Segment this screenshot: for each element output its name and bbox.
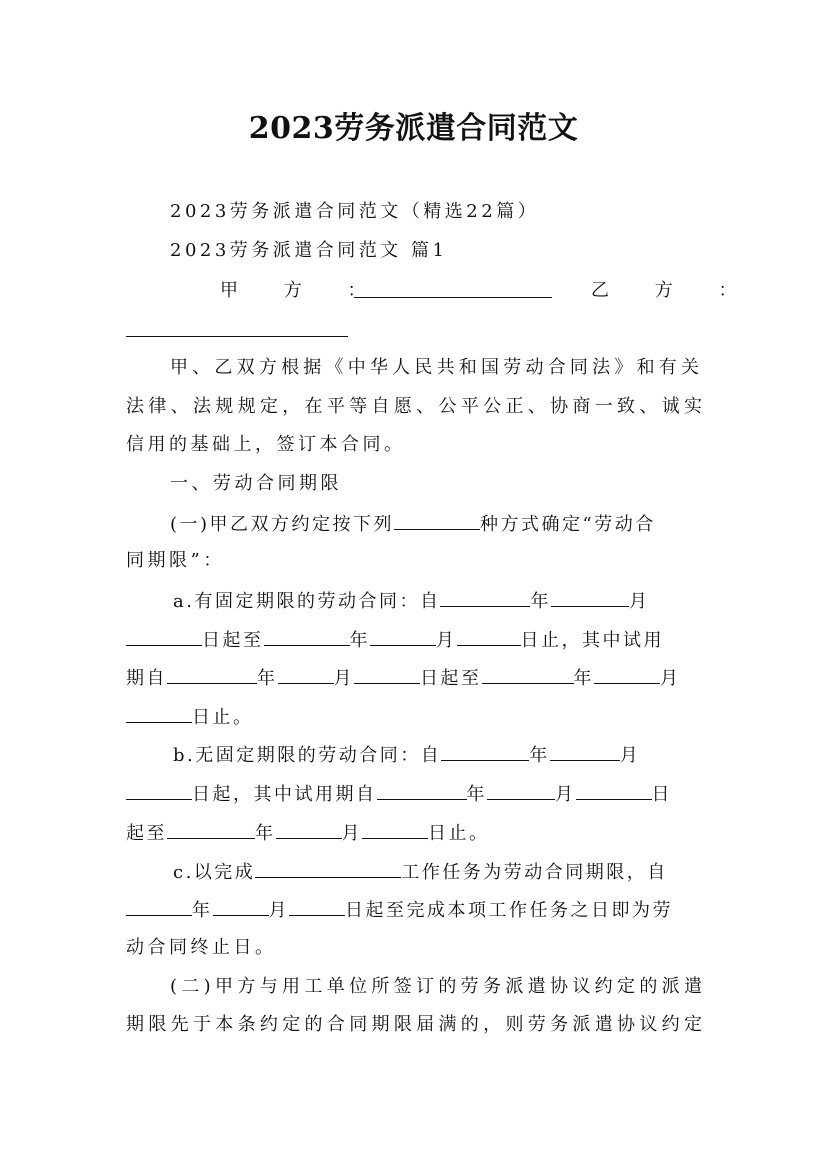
blank: [370, 627, 436, 646]
until-label: 起至: [126, 823, 167, 844]
blank: [362, 820, 428, 839]
year-label: 年: [573, 668, 594, 689]
blank: [167, 820, 255, 839]
blank: [126, 704, 192, 723]
trial-period-label: 日起，其中试用期自: [192, 784, 377, 805]
trial-from-label: 期自: [126, 668, 167, 689]
item-b-text: b.无固定期限的劳动合同：自: [173, 745, 442, 766]
month-label: 月: [333, 668, 354, 689]
day-label: 日: [651, 784, 672, 805]
month-label: 月: [555, 784, 576, 805]
month-label: 月: [619, 745, 641, 766]
year-label: 年: [466, 784, 487, 805]
blank: [457, 627, 521, 646]
month-label: 月: [268, 900, 289, 921]
item-a-line-4: [126, 704, 702, 730]
party-b-label: 乙 方 ：: [591, 280, 757, 301]
item-c-text-b: 工作任务为劳动合同期限，自: [401, 862, 668, 883]
item-b-line-2: [126, 781, 702, 807]
day-end-trial-label: 日止，其中试用: [520, 630, 664, 651]
blank: [213, 897, 269, 916]
item-c-line-3: 动合同终止日。: [126, 937, 277, 958]
blank: [167, 665, 257, 684]
clause-1-line-1: [170, 511, 702, 537]
intro-line-1: 甲、乙双方根据《中华人民共和国劳动合同法》和有关: [170, 357, 702, 378]
blank: [126, 781, 192, 800]
year-label: 年: [255, 823, 276, 844]
party-a-label: 甲 方 ：: [220, 280, 386, 301]
party-b-blank-line: [126, 318, 702, 344]
year-label: 年: [530, 591, 551, 612]
party-a-blank: [354, 279, 552, 298]
item-a-line-3: [126, 665, 702, 691]
year-label: 年: [192, 900, 213, 921]
subtitle: 2023劳务派遣合同范文（精选22篇）: [170, 201, 540, 222]
blank: [126, 627, 202, 646]
blank: [551, 588, 629, 607]
item-c-tail: 日起至完成本项工作任务之日即为劳: [345, 900, 673, 921]
item-a-text: a.有固定期限的劳动合同：自: [173, 591, 441, 612]
blank: [377, 781, 467, 800]
year-label: 年: [349, 630, 370, 651]
section-1-heading: 一、劳动合同期限: [170, 473, 342, 494]
item-c-text-a: c.以完成: [173, 862, 256, 883]
day-from-label: 日起至: [202, 630, 264, 651]
blank: [441, 742, 529, 761]
intro-line-3: 信用的基础上，签订本合同。: [126, 434, 406, 455]
intro-line-2: 法律、法规规定，在平等自愿、公平公正、协商一致、诚实: [126, 396, 702, 417]
chapter-heading: 2023劳务派遣合同范文 篇1: [170, 240, 448, 261]
blank: [264, 627, 350, 646]
item-a-line-1: [173, 588, 702, 614]
year-label: 年: [529, 745, 550, 766]
blank: [482, 665, 574, 684]
clause-1-line-2: 同期限”：: [126, 550, 225, 571]
day-from-label: 日起至: [420, 668, 482, 689]
month-label: 月: [628, 591, 650, 612]
clause-1-text-b: 种方式确定“劳动合: [480, 514, 656, 535]
item-b-line-3: [126, 820, 702, 846]
month-label: 月: [341, 823, 362, 844]
blank: [354, 665, 420, 684]
item-c-line-2: [126, 897, 702, 923]
blank: [550, 742, 620, 761]
blank: [576, 781, 652, 800]
blank: [487, 781, 555, 800]
blank: [255, 859, 401, 878]
blank: [289, 897, 345, 916]
blank: [278, 665, 334, 684]
blank: [276, 820, 342, 839]
blank: [126, 897, 192, 916]
clause-2-line-2: 期限先于本条约定的合同期限届满的，则劳务派遣协议约定: [126, 1014, 702, 1035]
document-title: 2023劳务派遣合同范文: [248, 111, 579, 146]
clause-2-line-1: (二)甲方与用工单位所签订的劳务派遣协议约定的派遣: [170, 976, 702, 997]
month-label: 月: [660, 668, 681, 689]
blank: [440, 588, 530, 607]
day-end-label: 日止。: [428, 823, 490, 844]
clause-1-blank: [394, 511, 480, 530]
day-end-label: 日止。: [192, 707, 254, 728]
item-b-line-1: [173, 742, 702, 768]
month-label: 月: [436, 630, 457, 651]
year-label: 年: [257, 668, 278, 689]
item-a-line-2: [126, 627, 702, 653]
party-b-blank: [126, 318, 348, 337]
item-c-line-1: [173, 859, 702, 885]
clause-1-text-a: (一)甲乙双方约定按下列: [170, 514, 395, 535]
blank: [594, 665, 660, 684]
